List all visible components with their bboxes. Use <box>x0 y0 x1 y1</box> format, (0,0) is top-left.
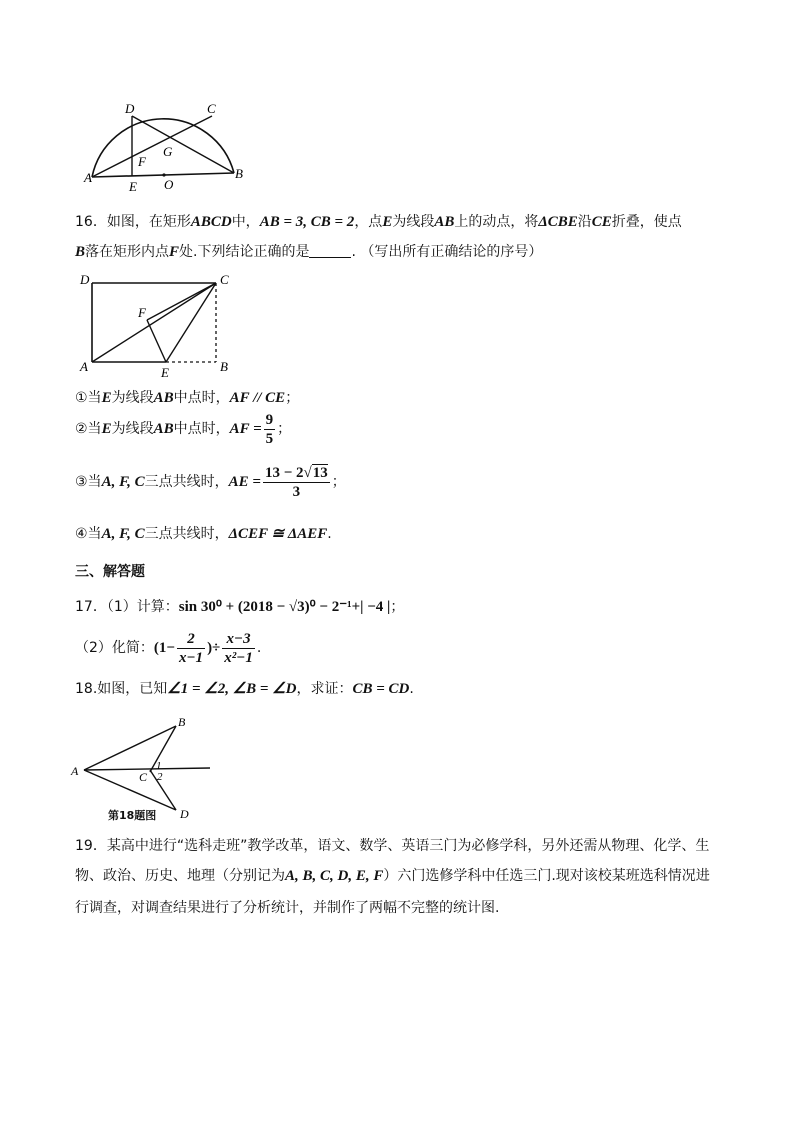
q16-math: AB <box>434 214 455 230</box>
q16-text: 处.下列结论正确的是 <box>179 244 310 260</box>
q16-option-4 <box>75 524 332 544</box>
label-D: D <box>180 807 189 821</box>
q16-text: . （写出所有正确结论的序号） <box>351 244 543 260</box>
option-math: AB <box>153 390 174 406</box>
label-G: G <box>163 144 173 159</box>
option-text: ； <box>331 474 346 490</box>
q18-text: 18.如图，已知 <box>75 681 168 697</box>
option-text: 三点共线时， <box>144 526 229 542</box>
label-D: D <box>80 272 90 287</box>
figure-caption: 第18题图 <box>108 809 157 822</box>
q18-line <box>75 679 414 699</box>
label-F: F <box>138 154 146 169</box>
q17-part2 <box>75 628 261 668</box>
option-math: A, F, C <box>101 474 145 490</box>
q17-text: . <box>256 640 262 656</box>
q17-text: （2）化简： <box>75 640 154 656</box>
option-text: 为线段 <box>111 390 154 406</box>
option-text: 为线段 <box>111 421 154 437</box>
option-math: A, F, C <box>101 526 145 542</box>
option-math: E <box>101 390 112 406</box>
option-expr: AF = <box>229 421 262 437</box>
option-math: E <box>101 421 112 437</box>
label-A: A <box>84 170 92 185</box>
q19-line2 <box>75 866 710 886</box>
q16-line2 <box>75 242 542 262</box>
numerator-part: 13 − 2 <box>264 464 304 481</box>
label-E: E <box>129 179 137 194</box>
q16-math: ABCD <box>190 214 232 230</box>
q16-option-2 <box>75 410 291 448</box>
figure-q18 <box>68 712 218 822</box>
option-text: ①当 <box>75 390 102 406</box>
q16-text: 折叠，使点 <box>611 214 682 230</box>
option-text: ； <box>285 390 300 406</box>
label-F: F <box>138 305 146 320</box>
label-B: B <box>235 166 243 181</box>
label-C: C <box>220 272 229 287</box>
figure-semicircle <box>82 100 247 195</box>
q16-condition: AB = 3, CB = 2 <box>259 214 355 230</box>
q19-text: 物、政治、历史、地理（分别记为 <box>75 868 285 884</box>
q19-math: A, B, C, D, E, F <box>285 868 384 884</box>
fraction-numerator: x−3 <box>222 630 255 649</box>
fraction <box>264 411 276 448</box>
answer-blank[interactable] <box>309 243 351 258</box>
q16-text: 落在矩形内点 <box>85 244 170 260</box>
q19-line3: 行调查，对调查结果进行了分析统计，并制作了两幅不完整的统计图. <box>75 900 500 916</box>
option-text: ④当 <box>75 526 102 542</box>
sqrt-radicand: 13 <box>312 464 328 481</box>
option-text: ②当 <box>75 421 102 437</box>
fraction-numerator: 13 − 2√13 <box>264 464 328 481</box>
label-B: B <box>178 715 186 729</box>
label-A: A <box>80 359 88 374</box>
fraction <box>222 630 255 667</box>
option-text: ③当 <box>75 474 102 490</box>
option-text: 三点共线时， <box>144 474 229 490</box>
option-text: ； <box>277 421 292 437</box>
option-text: . <box>327 526 332 542</box>
fraction-denominator: x−1 <box>178 649 204 666</box>
label-C: C <box>139 770 148 784</box>
label-D: D <box>125 101 135 116</box>
q17-math: (1− <box>153 640 175 656</box>
q17-math: )÷ <box>207 640 221 656</box>
q16-text: ，点 <box>354 214 383 230</box>
q18-condition: ∠1 = ∠2, ∠B = ∠D <box>167 681 297 697</box>
option-expr: AE = <box>228 474 261 490</box>
label-C: C <box>207 101 216 116</box>
option-expr: ΔCEF ≅ ΔAEF <box>228 526 328 542</box>
label-2: 2 <box>157 771 163 783</box>
q19-line1: 19．某高中进行“选科走班”教学改革，语文、数学、英语三门为必修学科，另外还需从物理、化学、生 <box>75 838 710 854</box>
option-expr: AF // CE <box>229 390 286 406</box>
fraction-denominator: x²−1 <box>224 649 253 666</box>
fraction-numerator: 9 <box>265 411 274 428</box>
q16-line1 <box>75 212 682 232</box>
section-heading: 三、解答题 <box>75 564 145 580</box>
fraction-denominator: 5 <box>265 430 274 447</box>
q18-text: . <box>409 681 414 697</box>
q18-text: ，求证： <box>296 681 353 697</box>
q16-text: 为线段 <box>392 214 435 230</box>
q17-part1 <box>75 597 404 617</box>
fraction <box>177 630 205 667</box>
q16-option-1 <box>75 388 299 408</box>
q16-option-3 <box>75 463 346 501</box>
q18-conclusion: CB = CD <box>352 681 410 697</box>
q17-text: 17．（1）计算： <box>75 599 179 615</box>
option-math: AB <box>153 421 174 437</box>
q16-math: F <box>169 244 180 260</box>
fraction <box>263 464 330 501</box>
q16-text: 上的动点，将 <box>454 214 539 230</box>
q17-text: ； <box>390 599 405 615</box>
q16-math: E <box>382 214 393 230</box>
q16-math: B <box>75 244 86 260</box>
label-A: A <box>71 764 79 778</box>
q16-text: 沿 <box>577 214 592 230</box>
figure-rectangle <box>76 270 236 382</box>
q16-text: 中， <box>231 214 260 230</box>
option-text: 中点时， <box>173 421 230 437</box>
fraction-denominator: 3 <box>292 483 301 500</box>
q16-math: CE <box>591 214 612 230</box>
q16-number: 16． <box>75 214 107 230</box>
q19-text: ）六门选修学科中任选三门.现对该校某班选科情况进 <box>383 868 710 884</box>
q16-math: ΔCBE <box>538 214 578 230</box>
label-1: 1 <box>156 760 162 772</box>
fraction-numerator: 2 <box>177 630 205 649</box>
label-O: O <box>164 177 174 192</box>
q16-text: 如图，在矩形 <box>106 214 191 230</box>
label-E: E <box>161 365 169 380</box>
q17-expression: sin 30⁰ + (2018 − √3)⁰ − 2⁻¹+| −4 | <box>178 599 391 615</box>
option-text: 中点时， <box>173 390 230 406</box>
label-B: B <box>220 359 228 374</box>
